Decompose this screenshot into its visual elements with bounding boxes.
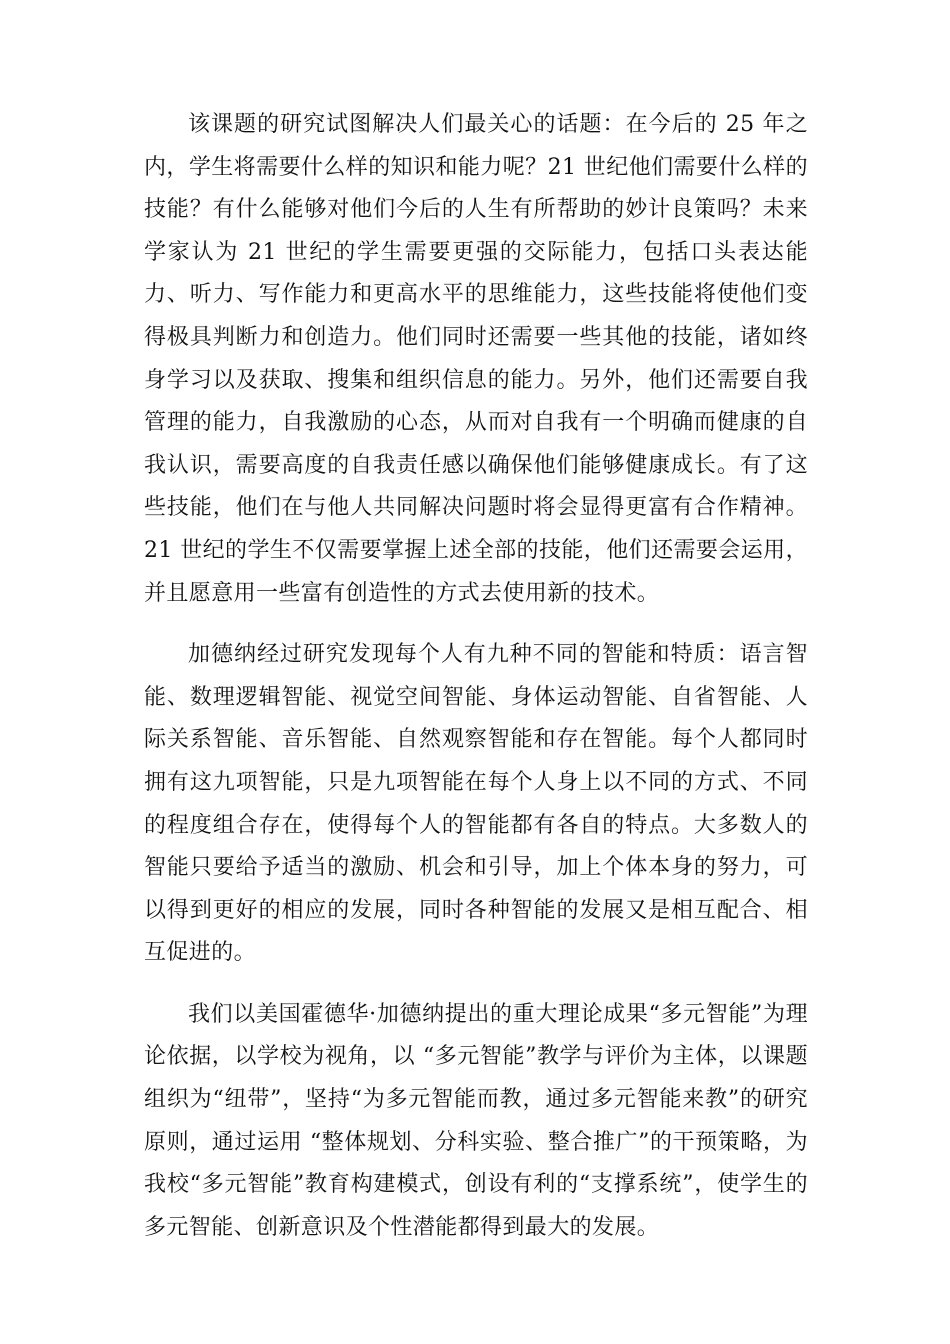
paragraph-research-question: 该课题的研究试图解决人们最关心的话题：在今后的 25 年之内，学生将需要什么样的知识和能力呢？21 世纪他们需要什么样的技能？有什么能够对他们今后的人生有所帮助的妙计良策吗？未来学家认为 21 世纪的学生需要更强的交际能力，包括口头表达能力、听力、写作能力和更高水平的思维能力，这些技能将使他们变得极具判断力和创造力。他们同时还需要一些其他的技能，诸如终身学习以及获取、搜集和组织信息的能力。另外，他们还需要自我管理的能力，自我激励的心态，从而对自我有一个明确而健康的自我认识，需要高度的自我责任感以确保他们能够健康成长。有了这些技能，他们在与他人共同解决问题时将会显得更富有合作精神。21 世纪的学生不仅需要掌握上述全部的技能，他们还需要会运用，并且愿意用一些富有创造性的方式去使用新的技术。 <box>144 112 808 606</box>
paragraph-gardner-intelligences: 加德纳经过研究发现每个人有九种不同的智能和特质：语言智能、数理逻辑智能、视觉空间智能、身体运动智能、自省智能、人际关系智能、音乐智能、自然观察智能和存在智能。每个人都同时拥有这九项智能，只是九项智能在每个人身上以不同的方式、不同的程度组合存在，使得每个人的智能都有各自的特点。大多数人的智能只要给予适当的激励、机会和引导，加上个体本身的努力，可以得到更好的相应的发展，同时各种智能的发展又是相互配合、相互促进的。 <box>144 642 808 966</box>
paragraph-research-approach: 我们以美国霍德华·加德纳提出的重大理论成果“多元智能”为理论依据，以学校为视角，以 “多元智能”教学与评价为主体，以课题组织为“纽带”，坚持“为多元智能而教，通过多元智能来教”的研究原则，通过运用 “整体规划、分科实验、整合推广”的干预策略，为我校“多元智能”教育构建模式，创设有利的“支撑系统”，使学生的多元智能、创新意识及个性潜能都得到最大的发展。 <box>144 1001 808 1240</box>
document-body <box>144 104 808 1268</box>
